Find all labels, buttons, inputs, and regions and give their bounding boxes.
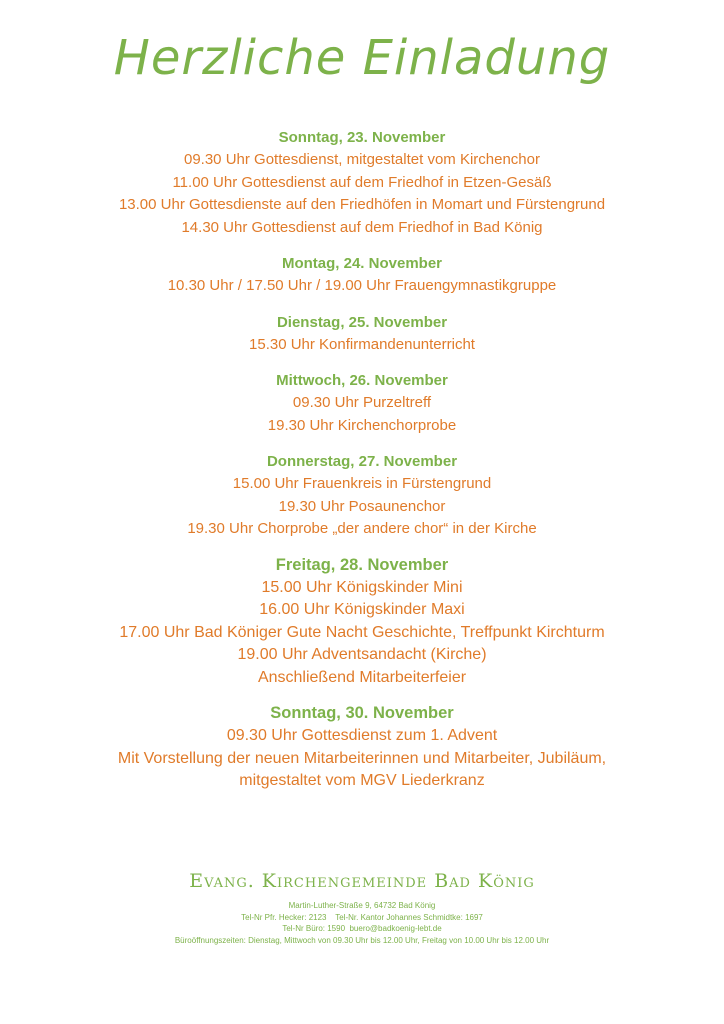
event-line: 19.30 Uhr Chorprobe „der andere chor“ in der Kirche [187, 520, 537, 537]
day-heading: Sonntag, 23. November [278, 129, 446, 146]
event-line: 19.30 Uhr Kirchenchorprobe [267, 416, 457, 434]
day-heading: Montag, 24. November [281, 255, 443, 272]
footer-office-contact: Tel-Nr Büro: 1590 buero@badkoenig-lebt.de [282, 924, 442, 933]
event-line: Mit Vorstellung der neuen Mitarbeiterinnen und Mitarbeiter, Jubiläum, [117, 749, 607, 767]
footer-address: Martin-Luther-Straße 9, 64732 Bad König [288, 901, 436, 910]
day-sunday-23 [0, 126, 724, 239]
footer [0, 870, 724, 946]
event-line: mitgestaltet vom MGV Liederkranz [239, 772, 485, 789]
page-title: Herzliche Einladung [113, 30, 611, 86]
footer-office-hours: Büroöffnungszeiten: Dienstag, Mittwoch von 09.30 Uhr bis 12.00 Uhr, Freitag von 10.00 Uhr bis 12.00 Uhr [174, 935, 550, 945]
event-line: 11.00 Uhr Gottesdienst auf dem Friedhof in Etzen-Gesäß [172, 173, 552, 191]
day-heading: Donnerstag, 27. November [266, 453, 458, 470]
event-line: 19.00 Uhr Adventsandacht (Kirche) [237, 646, 487, 663]
day-heading: Sonntag, 30. November [270, 704, 454, 722]
event-list [0, 126, 724, 806]
event-line: 14.30 Uhr Gottesdienst auf dem Friedhof in Bad König [181, 218, 543, 236]
event-line: 13.00 Uhr Gottesdienste auf den Friedhöfen in Momart und Fürstengrund [118, 196, 606, 213]
event-line: 09.30 Uhr Gottesdienst zum 1. Advent [226, 727, 498, 744]
event-line: 19.30 Uhr Posaunenchor [278, 497, 446, 515]
day-friday-28 [0, 554, 724, 690]
event-line: 09.30 Uhr Purzeltreff [292, 394, 432, 411]
event-line: 15.30 Uhr Konfirmandenunterricht [249, 335, 475, 353]
day-wednesday-26 [0, 369, 724, 437]
event-line: 15.00 Uhr Königskinder Mini [261, 578, 463, 596]
organization-name: Evang. Kirchengemeinde Bad König [189, 870, 535, 892]
day-heading: Mittwoch, 26. November [276, 372, 448, 389]
event-line: 17.00 Uhr Bad Königer Gute Nacht Geschichte, Treffpunkt Kirchturm [119, 623, 605, 641]
day-thursday-27 [0, 450, 724, 541]
event-line: Anschließend Mitarbeiterfeier [257, 668, 467, 686]
event-line: 16.00 Uhr Königskinder Maxi [259, 601, 465, 618]
event-line: 15.00 Uhr Frauenkreis in Fürstengrund [232, 475, 492, 492]
day-tuesday-25 [0, 311, 724, 357]
day-sunday-30 [0, 702, 724, 793]
event-line: 09.30 Uhr Gottesdienst, mitgestaltet vom Kirchenchor [183, 151, 540, 168]
day-heading: Freitag, 28. November [275, 555, 449, 574]
footer-phones: Tel-Nr Pfr. Hecker: 2123 Tel-Nr. Kantor Johannes Schmidtke: 1697 [241, 912, 483, 922]
day-monday-24 [0, 252, 724, 298]
day-heading: Dienstag, 25. November [276, 313, 448, 331]
event-line: 10.30 Uhr / 17.50 Uhr / 19.00 Uhr Frauengymnastikgruppe [167, 277, 557, 294]
